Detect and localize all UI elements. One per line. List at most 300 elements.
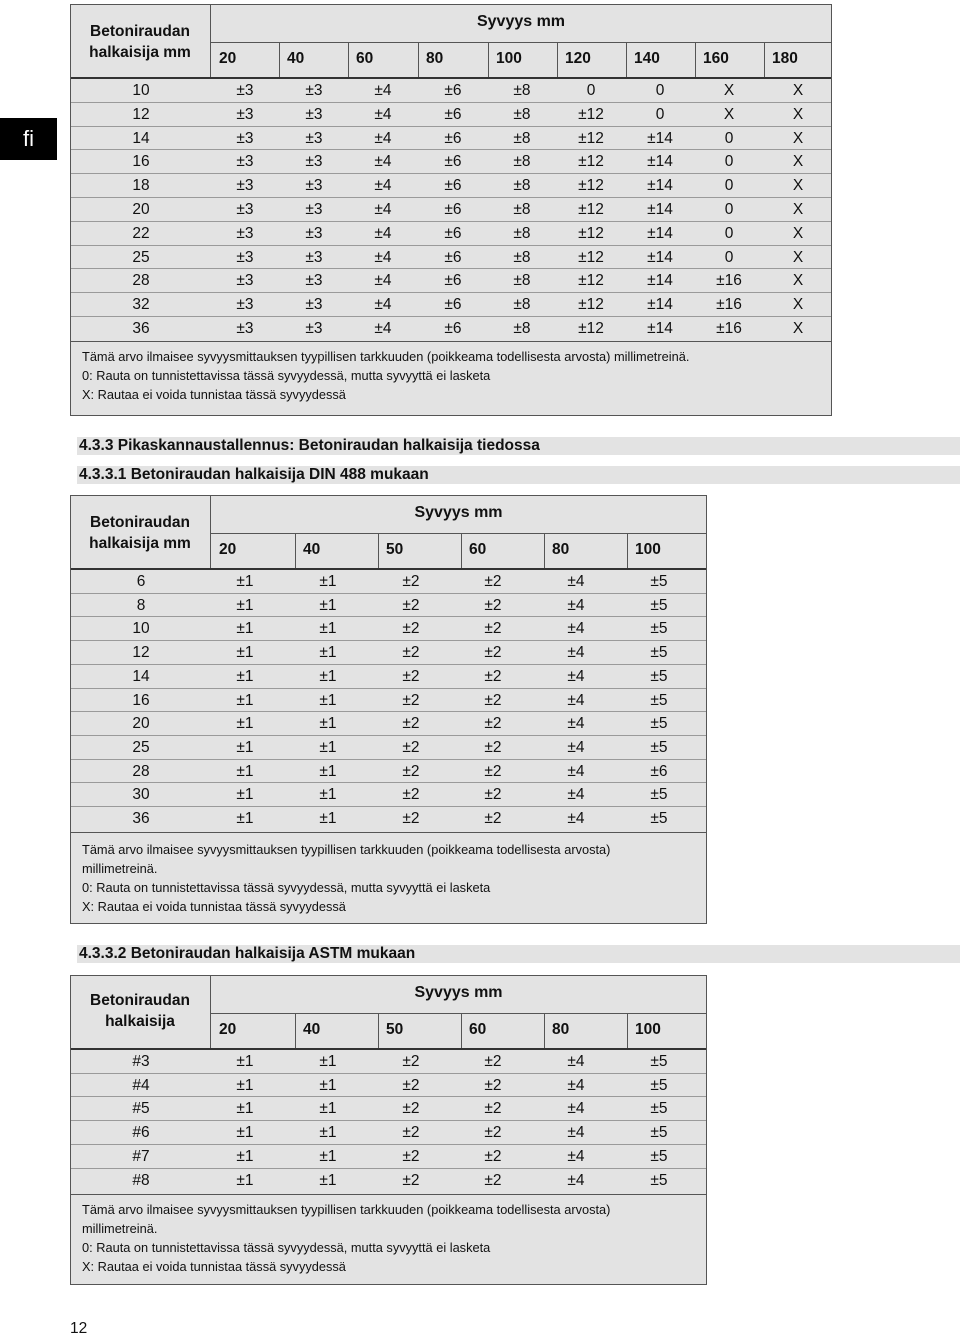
row-divider — [71, 759, 706, 760]
value-cell: ±3 — [236, 105, 254, 123]
value-cell: ±14 — [647, 201, 673, 218]
value-cell: ±3 — [236, 224, 254, 242]
row-label-cell: 18 — [132, 177, 150, 195]
value-cell: ±5 — [650, 1147, 668, 1165]
column-header: 40 — [303, 1021, 321, 1038]
value-cell: ±1 — [236, 1100, 254, 1118]
note-line: Tämä arvo ilmaisee syvyysmittauksen tyypillisen tarkkuuden (poikkeama todellisesta arvosta) — [82, 1202, 611, 1217]
value-cell: ±14 — [647, 177, 673, 195]
value-cell: ±8 — [513, 248, 531, 266]
note-line: millimetreinä. — [82, 1221, 158, 1236]
row-divider — [71, 1144, 706, 1145]
value-cell: ±4 — [374, 177, 392, 195]
value-cell: ±8 — [513, 296, 531, 314]
header-divider — [211, 1013, 706, 1014]
value-cell: ±1 — [319, 1076, 337, 1094]
column-header: 40 — [287, 50, 305, 67]
value-cell: ±2 — [484, 810, 502, 827]
value-cell: ±2 — [484, 667, 502, 685]
value-cell: ±1 — [236, 667, 254, 685]
value-cell: ±5 — [650, 738, 668, 756]
value-cell: ±5 — [650, 1100, 668, 1118]
value-cell: ±2 — [484, 573, 502, 590]
row-header-line-2: halkaisija mm — [89, 44, 191, 61]
value-cell: ±12 — [578, 177, 604, 195]
row-label-cell: 16 — [132, 691, 150, 709]
value-cell: ±12 — [578, 105, 604, 123]
value-cell: ±4 — [567, 810, 585, 827]
note-line: X: Rautaa ei voida tunnistaa tässä syvyydessä — [82, 387, 346, 402]
value-cell: ±8 — [513, 272, 531, 290]
row-header — [77, 990, 203, 1032]
language-tab: fi — [0, 118, 57, 160]
page-number: 12 — [70, 1320, 88, 1337]
value-cell: ±4 — [567, 1053, 585, 1070]
value-cell: ±1 — [319, 810, 337, 827]
value-cell: ±3 — [236, 296, 254, 314]
depth-table-1 — [70, 4, 832, 416]
note-line: Tämä arvo ilmaisee syvyysmittauksen tyypillisen tarkkuuden (poikkeama todellisesta arvosta) — [82, 842, 611, 857]
value-cell: ±6 — [444, 129, 462, 147]
column-header: 50 — [386, 1021, 404, 1038]
value-cell: ±2 — [402, 644, 420, 662]
value-cell: ±2 — [484, 1053, 502, 1070]
row-label-cell: 25 — [132, 248, 150, 266]
header-divider — [211, 533, 706, 534]
value-cell: ±2 — [484, 620, 502, 638]
value-cell: ±5 — [650, 596, 668, 614]
depth-table-astm — [70, 975, 707, 1285]
row-divider — [71, 149, 831, 150]
row-label-cell: 14 — [132, 667, 150, 685]
value-cell: ±2 — [484, 596, 502, 614]
column-header: 180 — [772, 50, 798, 67]
value-cell: ±2 — [402, 1053, 420, 1070]
value-cell: X — [792, 224, 804, 242]
notes-divider — [71, 832, 706, 833]
header-bottom-rule — [71, 568, 706, 570]
value-cell: ±1 — [319, 762, 337, 780]
value-cell: ±4 — [567, 786, 585, 804]
value-cell: ±6 — [444, 272, 462, 290]
value-cell: ±4 — [567, 644, 585, 662]
value-cell: ±5 — [650, 786, 668, 804]
column-divider — [378, 1013, 379, 1049]
header-vdivider — [210, 976, 211, 1049]
value-cell: ±14 — [647, 320, 673, 337]
column-header: 20 — [219, 1021, 237, 1038]
row-divider — [71, 735, 706, 736]
value-cell: ±1 — [319, 644, 337, 662]
section-heading: 4.3.3.1 Betoniraudan halkaisija DIN 488 mukaan — [77, 466, 960, 484]
value-cell: ±2 — [402, 1100, 420, 1118]
value-cell: ±2 — [484, 738, 502, 756]
column-divider — [627, 1013, 628, 1049]
value-cell: ±1 — [236, 1171, 254, 1189]
column-divider — [295, 1013, 296, 1049]
value-cell: ±3 — [305, 105, 323, 123]
value-cell: ±5 — [650, 573, 668, 590]
row-divider — [71, 640, 706, 641]
section-heading: 4.3.3.2 Betoniraudan halkaisija ASTM mukaan — [77, 945, 960, 963]
header-bottom-rule — [71, 77, 831, 79]
value-cell: ±4 — [567, 596, 585, 614]
column-header: 100 — [496, 50, 522, 67]
value-cell: ±5 — [650, 1171, 668, 1189]
value-cell: ±1 — [236, 620, 254, 638]
value-cell: ±8 — [513, 320, 531, 337]
value-cell: ±8 — [513, 129, 531, 147]
value-cell: ±8 — [513, 177, 531, 195]
value-cell: ±4 — [567, 1171, 585, 1189]
value-cell: ±16 — [716, 272, 742, 290]
value-cell: ±14 — [647, 224, 673, 242]
value-cell: ±3 — [305, 224, 323, 242]
row-label-cell: 10 — [132, 82, 150, 99]
value-cell: X — [792, 129, 804, 147]
row-label-cell: #3 — [132, 1053, 150, 1070]
column-divider — [378, 533, 379, 569]
value-cell: X — [792, 177, 804, 195]
row-label-cell: 32 — [132, 296, 150, 314]
value-cell: ±3 — [236, 272, 254, 290]
row-label-cell: 36 — [132, 320, 150, 337]
value-cell: X — [792, 320, 804, 337]
row-divider — [71, 316, 831, 317]
value-cell: ±3 — [236, 153, 254, 171]
column-divider — [488, 42, 489, 78]
value-cell: ±6 — [444, 105, 462, 123]
column-divider — [544, 533, 545, 569]
value-cell: ±1 — [319, 596, 337, 614]
value-cell: ±2 — [402, 810, 420, 827]
row-divider — [71, 221, 831, 222]
value-cell: ±4 — [374, 153, 392, 171]
value-cell: ±4 — [374, 296, 392, 314]
value-cell: ±14 — [647, 296, 673, 314]
row-label-cell: 10 — [132, 620, 150, 638]
header-bottom-rule — [71, 1048, 706, 1050]
column-header: 140 — [634, 50, 660, 67]
notes-divider — [71, 341, 831, 342]
value-cell: ±5 — [650, 1053, 668, 1070]
row-header-line-1: Betoniraudan — [90, 992, 190, 1009]
row-divider — [71, 688, 706, 689]
row-label-cell: #8 — [132, 1171, 150, 1189]
value-cell: ±1 — [236, 1053, 254, 1070]
row-divider — [71, 711, 706, 712]
value-cell: ±3 — [305, 82, 323, 99]
value-cell: ±1 — [319, 738, 337, 756]
value-cell: X — [792, 201, 804, 218]
value-cell: ±4 — [374, 248, 392, 266]
value-cell: ±4 — [567, 715, 585, 733]
value-cell: X — [792, 272, 804, 290]
value-cell: X — [792, 105, 804, 123]
column-divider — [626, 42, 627, 78]
row-header-line-1: Betoniraudan — [90, 514, 190, 531]
row-label-cell: 8 — [136, 596, 146, 614]
value-cell: ±2 — [402, 762, 420, 780]
value-cell: ±3 — [236, 248, 254, 266]
value-cell: ±1 — [236, 786, 254, 804]
column-divider — [695, 42, 696, 78]
note-line: millimetreinä. — [82, 861, 158, 876]
row-divider — [71, 1120, 706, 1121]
value-cell: 0 — [724, 177, 734, 195]
row-header — [77, 512, 203, 554]
row-divider — [71, 593, 706, 594]
value-cell: ±1 — [236, 762, 254, 780]
value-cell: ±2 — [484, 786, 502, 804]
note-line: 0: Rauta on tunnistettavissa tässä syvyydessä, mutta syvyyttä ei lasketa — [82, 880, 491, 895]
value-cell: ±5 — [650, 1124, 668, 1142]
value-cell: ±4 — [567, 573, 585, 590]
value-cell: ±1 — [236, 1076, 254, 1094]
value-cell: ±3 — [305, 272, 323, 290]
column-header: 80 — [552, 541, 570, 558]
value-cell: ±1 — [319, 1147, 337, 1165]
value-cell: ±1 — [236, 738, 254, 756]
note-line: Tämä arvo ilmaisee syvyysmittauksen tyypillisen tarkkuuden (poikkeama todellisesta arvosta) millimetreinä. — [82, 349, 690, 364]
row-label-cell: 28 — [132, 762, 150, 780]
value-cell: ±4 — [567, 738, 585, 756]
row-divider — [71, 102, 831, 103]
value-cell: 0 — [724, 224, 734, 242]
header-vdivider — [210, 5, 211, 78]
value-cell: X — [723, 82, 735, 99]
value-cell: ±12 — [578, 272, 604, 290]
notes-divider — [71, 1194, 706, 1195]
value-cell: ±6 — [444, 201, 462, 218]
value-cell: ±1 — [319, 715, 337, 733]
value-cell: ±1 — [236, 715, 254, 733]
table-notes — [82, 1200, 610, 1276]
value-cell: ±4 — [374, 82, 392, 99]
value-cell: ±12 — [578, 224, 604, 242]
value-cell: ±6 — [444, 320, 462, 337]
column-divider — [295, 533, 296, 569]
value-cell: ±2 — [484, 762, 502, 780]
value-cell: ±5 — [650, 667, 668, 685]
row-divider — [71, 268, 831, 269]
column-header: 40 — [303, 541, 321, 558]
value-cell: ±1 — [319, 573, 337, 590]
column-group-title: Syvyys mm — [414, 504, 503, 521]
column-divider — [627, 533, 628, 569]
row-label-cell: 36 — [132, 810, 150, 827]
value-cell: ±14 — [647, 129, 673, 147]
value-cell: ±4 — [374, 224, 392, 242]
value-cell: ±2 — [484, 1076, 502, 1094]
row-divider — [71, 126, 831, 127]
value-cell: ±12 — [578, 201, 604, 218]
value-cell: ±5 — [650, 715, 668, 733]
value-cell: ±4 — [374, 129, 392, 147]
row-label-cell: 20 — [132, 201, 150, 218]
column-header: 120 — [565, 50, 591, 67]
value-cell: ±16 — [716, 296, 742, 314]
value-cell: ±6 — [444, 177, 462, 195]
value-cell: ±2 — [484, 1124, 502, 1142]
value-cell: ±1 — [236, 1124, 254, 1142]
value-cell: ±2 — [402, 786, 420, 804]
row-header-line-2: halkaisija mm — [89, 535, 191, 552]
value-cell: ±5 — [650, 691, 668, 709]
value-cell: ±4 — [567, 1124, 585, 1142]
row-divider — [71, 806, 706, 807]
value-cell: ±3 — [236, 129, 254, 147]
value-cell: X — [792, 296, 804, 314]
note-line: X: Rautaa ei voida tunnistaa tässä syvyydessä — [82, 899, 346, 914]
value-cell: ±1 — [319, 620, 337, 638]
row-label-cell: 12 — [132, 644, 150, 662]
note-line: 0: Rauta on tunnistettavissa tässä syvyydessä, mutta syvyyttä ei lasketa — [82, 368, 491, 383]
column-divider — [348, 42, 349, 78]
column-header: 60 — [469, 1021, 487, 1038]
column-group-title: Syvyys mm — [414, 984, 503, 1001]
value-cell: ±1 — [236, 596, 254, 614]
value-cell: ±2 — [484, 715, 502, 733]
row-divider — [71, 664, 706, 665]
value-cell: ±5 — [650, 620, 668, 638]
value-cell: ±2 — [402, 573, 420, 590]
value-cell: ±1 — [319, 1171, 337, 1189]
value-cell: ±2 — [402, 1147, 420, 1165]
value-cell: ±3 — [236, 177, 254, 195]
column-header: 80 — [552, 1021, 570, 1038]
value-cell: X — [792, 153, 804, 171]
value-cell: ±4 — [374, 320, 392, 337]
row-divider — [71, 292, 831, 293]
column-header: 50 — [386, 541, 404, 558]
value-cell: ±6 — [444, 82, 462, 99]
column-header: 20 — [219, 50, 237, 67]
row-divider — [71, 782, 706, 783]
value-cell: X — [723, 105, 735, 123]
row-label-cell: 16 — [132, 153, 150, 171]
row-label-cell: 25 — [132, 738, 150, 756]
value-cell: ±2 — [402, 667, 420, 685]
value-cell: ±3 — [236, 82, 254, 99]
value-cell: ±1 — [236, 691, 254, 709]
note-line: X: Rautaa ei voida tunnistaa tässä syvyydessä — [82, 1259, 346, 1274]
value-cell: ±2 — [402, 715, 420, 733]
value-cell: ±2 — [402, 691, 420, 709]
value-cell: ±4 — [567, 1100, 585, 1118]
value-cell: ±12 — [578, 320, 604, 337]
value-cell: ±2 — [484, 1171, 502, 1189]
value-cell: ±8 — [513, 105, 531, 123]
column-header: 60 — [356, 50, 374, 67]
row-label-cell: 14 — [132, 129, 150, 147]
value-cell: X — [792, 82, 804, 99]
value-cell: ±1 — [236, 573, 254, 590]
column-divider — [279, 42, 280, 78]
value-cell: ±14 — [647, 153, 673, 171]
value-cell: ±1 — [319, 691, 337, 709]
value-cell: ±2 — [402, 1171, 420, 1189]
value-cell: ±3 — [305, 320, 323, 337]
value-cell: ±3 — [305, 201, 323, 218]
value-cell: ±1 — [319, 667, 337, 685]
value-cell: ±8 — [513, 82, 531, 99]
column-divider — [461, 1013, 462, 1049]
value-cell: ±12 — [578, 153, 604, 171]
value-cell: X — [792, 248, 804, 266]
value-cell: ±16 — [716, 320, 742, 337]
value-cell: 0 — [655, 105, 665, 123]
value-cell: 0 — [724, 201, 734, 218]
value-cell: ±8 — [513, 201, 531, 218]
column-header: 100 — [635, 541, 661, 558]
column-header: 20 — [219, 541, 237, 558]
value-cell: ±4 — [567, 1076, 585, 1094]
table-notes — [82, 347, 689, 404]
value-cell: ±3 — [305, 248, 323, 266]
value-cell: ±14 — [647, 272, 673, 290]
value-cell: ±2 — [484, 644, 502, 662]
value-cell: 0 — [724, 129, 734, 147]
value-cell: ±1 — [319, 786, 337, 804]
value-cell: ±1 — [319, 1100, 337, 1118]
column-group-title: Syvyys mm — [476, 13, 566, 30]
value-cell: ±2 — [484, 1100, 502, 1118]
row-divider — [71, 1096, 706, 1097]
value-cell: ±2 — [402, 1076, 420, 1094]
value-cell: ±4 — [374, 272, 392, 290]
row-divider — [71, 245, 831, 246]
column-divider — [418, 42, 419, 78]
row-label-cell: 12 — [132, 105, 150, 123]
value-cell: ±4 — [567, 762, 585, 780]
row-label-cell: 30 — [132, 786, 150, 804]
row-header — [77, 21, 203, 63]
value-cell: ±3 — [305, 296, 323, 314]
value-cell: ±6 — [444, 248, 462, 266]
header-vdivider — [210, 496, 211, 569]
value-cell: ±2 — [484, 691, 502, 709]
row-divider — [71, 616, 706, 617]
value-cell: ±4 — [567, 667, 585, 685]
column-header: 60 — [469, 541, 487, 558]
value-cell: ±1 — [236, 810, 254, 827]
column-header: 80 — [426, 50, 444, 67]
value-cell: ±2 — [402, 1124, 420, 1142]
value-cell: ±12 — [578, 129, 604, 147]
column-header: 160 — [703, 50, 729, 67]
value-cell: ±12 — [578, 248, 604, 266]
row-label-cell: #6 — [132, 1124, 150, 1142]
row-divider — [71, 1168, 706, 1169]
column-divider — [764, 42, 765, 78]
value-cell: ±5 — [650, 1076, 668, 1094]
value-cell: ±2 — [402, 738, 420, 756]
value-cell: ±1 — [319, 1124, 337, 1142]
value-cell: ±3 — [305, 129, 323, 147]
column-header: 100 — [635, 1021, 661, 1038]
row-header-line-1: Betoniraudan — [90, 23, 190, 40]
value-cell: ±4 — [374, 105, 392, 123]
row-label-cell: 28 — [132, 272, 150, 290]
value-cell: ±3 — [305, 177, 323, 195]
value-cell: ±12 — [578, 296, 604, 314]
value-cell: 0 — [724, 153, 734, 171]
row-label-cell: 22 — [132, 224, 150, 242]
row-label-cell: #4 — [132, 1076, 150, 1094]
value-cell: ±3 — [236, 201, 254, 218]
row-divider — [71, 173, 831, 174]
